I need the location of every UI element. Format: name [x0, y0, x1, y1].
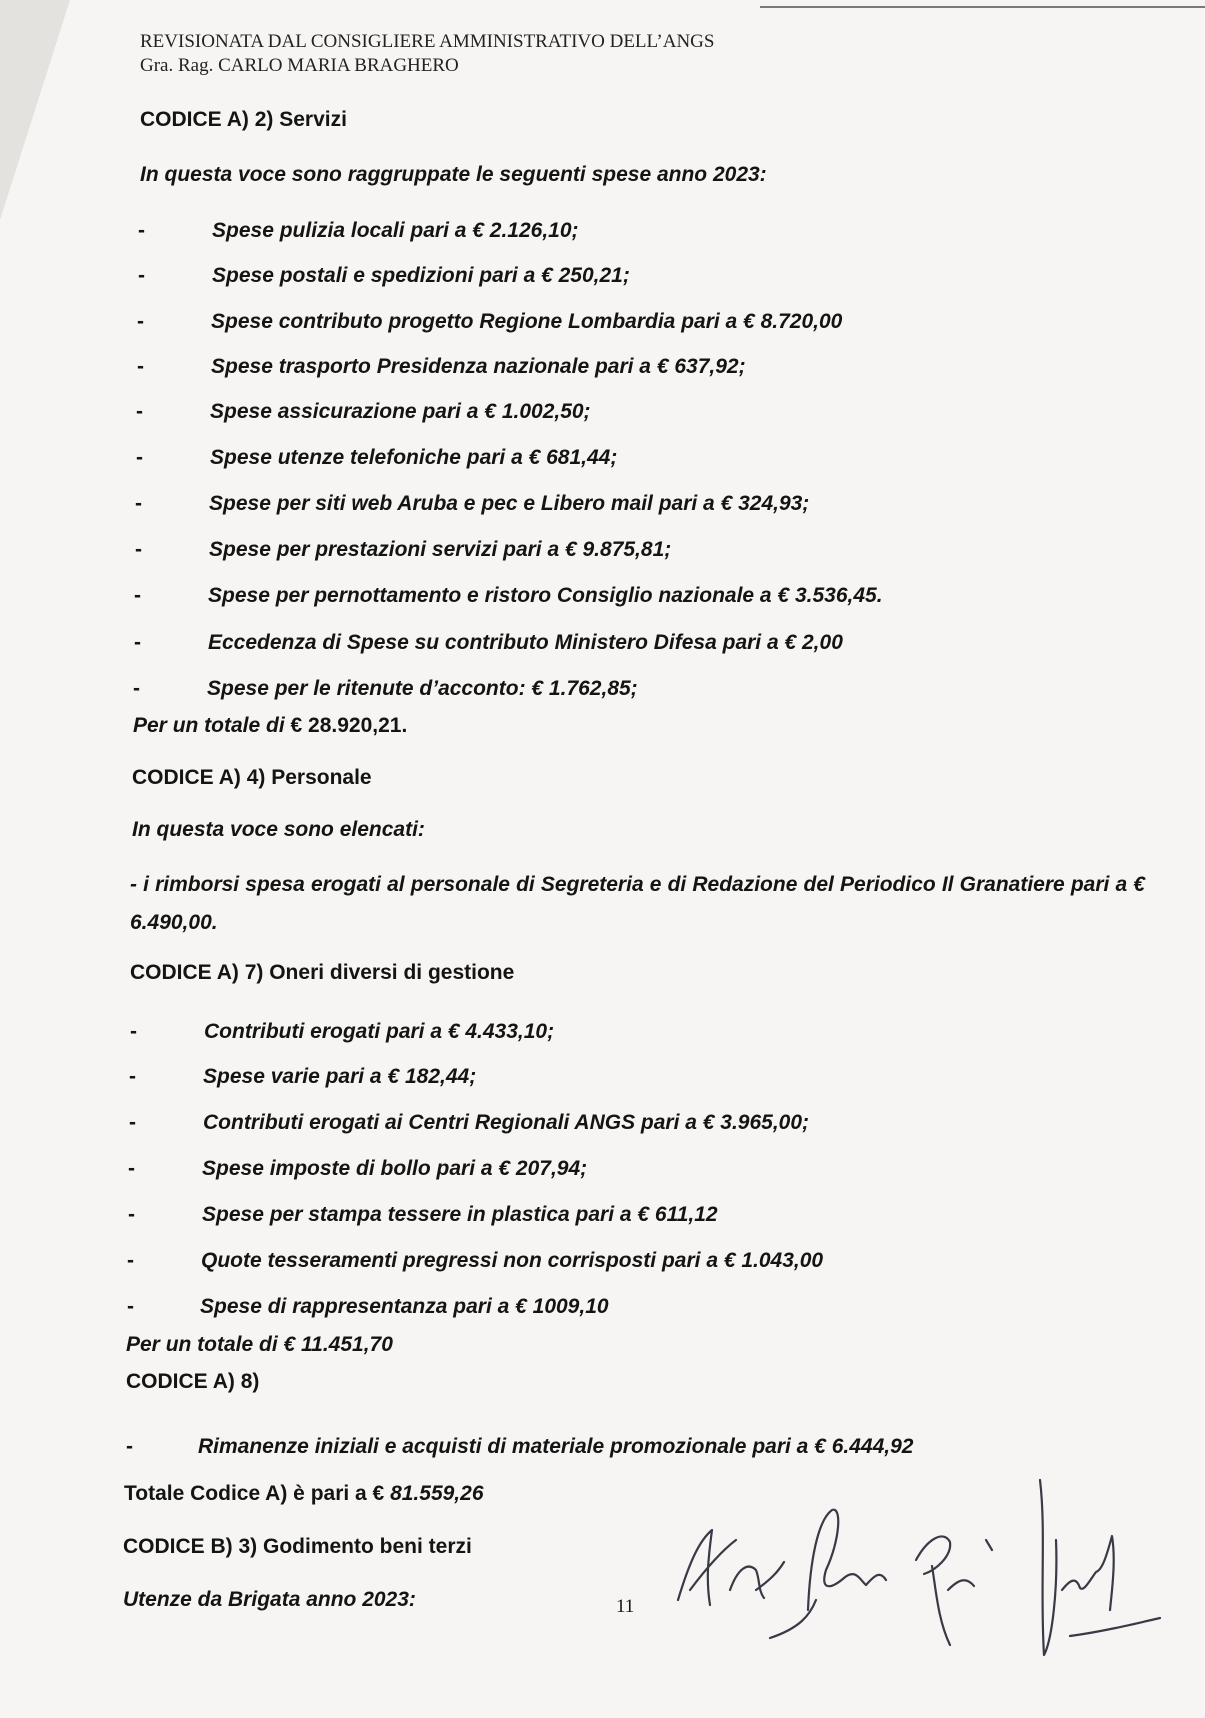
list-dash: - — [128, 1203, 135, 1226]
list-item: Spese per prestazioni servizi pari a € 9.875,81; — [209, 538, 672, 561]
list-item: Spese di rappresentanza pari a € 1009,10 — [200, 1295, 609, 1318]
list-dash: - — [129, 1065, 136, 1088]
list-dash: - — [135, 492, 142, 515]
totale-value: 81.559,26 — [390, 1482, 484, 1505]
list-item: Spese contributo progetto Regione Lombardia pari a € 8.720,00 — [211, 310, 843, 333]
codiceB-heading: CODICE B) 3) Godimento beni terzi — [123, 1535, 472, 1558]
codiceB-intro: Utenze da Brigata anno 2023: — [123, 1588, 416, 1611]
personale-intro: In questa voce sono elencati: — [132, 818, 425, 841]
signature-2 — [770, 1510, 886, 1638]
list-dash: - — [133, 677, 140, 700]
totale-label: Totale Codice A) è pari a € — [124, 1482, 391, 1505]
list-item: Spese postali e spedizioni pari a € 250,21; — [212, 264, 630, 287]
servizi-total-value: € 28.920,21. — [290, 714, 408, 737]
list-dash: - — [137, 310, 144, 333]
codice8-heading: CODICE A) 8) — [126, 1370, 260, 1393]
servizi-total — [133, 714, 407, 738]
list-dash: - — [126, 1435, 133, 1458]
list-dash: - — [137, 355, 144, 378]
page-number: 11 — [616, 1596, 635, 1617]
servizi-heading: CODICE A) 2) Servizi — [140, 108, 347, 131]
list-dash: - — [138, 219, 145, 242]
list-item: Spese imposte di bollo pari a € 207,94; — [202, 1157, 588, 1180]
list-dash: - — [127, 1249, 134, 1272]
list-dash: - — [134, 584, 141, 607]
servizi-intro: In questa voce sono raggruppate le seguenti spese anno 2023: — [140, 163, 767, 186]
personale-text: - i rimborsi spesa erogati al personale di Segreteria e di Redazione del Periodico Il Granatiere pari a € 6.490,00. — [130, 873, 1145, 934]
list-dash: - — [127, 1295, 134, 1318]
list-item: Spese per le ritenute d’acconto: € 1.762,85; — [207, 677, 638, 700]
signatures — [660, 1440, 1180, 1670]
list-item: Spese utenze telefoniche pari a € 681,44; — [210, 446, 618, 469]
list-item: Spese per stampa tessere in plastica pari a € 611,12 — [202, 1203, 718, 1226]
list-dash: - — [130, 1020, 137, 1043]
list-item: Contributi erogati ai Centri Regionali ANGS pari a € 3.965,00; — [203, 1111, 810, 1134]
list-item: Contributi erogati pari a € 4.433,10; — [204, 1020, 555, 1043]
list-dash: - — [129, 1111, 136, 1134]
list-item: Quote tesseramenti pregressi non corrisposti pari a € 1.043,00 — [201, 1249, 824, 1272]
list-item: Spese per pernottamento e ristoro Consiglio nazionale a € 3.536,45. — [208, 584, 883, 607]
list-dash: - — [136, 446, 143, 469]
list-item: Spese varie pari a € 182,44; — [203, 1065, 477, 1088]
list-dash: - — [138, 264, 145, 287]
servizi-total-label: Per un totale di — [133, 714, 291, 737]
signature-3 — [916, 1536, 992, 1645]
header-line-1: REVISIONATA DAL CONSIGLIERE AMMINISTRATIVO DELL’ANGS — [140, 31, 715, 52]
list-item: Spese assicurazione pari a € 1.002,50; — [210, 400, 591, 423]
list-dash: - — [135, 538, 142, 561]
document-header — [140, 30, 714, 78]
personale-heading: CODICE A) 4) Personale — [132, 766, 372, 789]
list-dash: - — [134, 631, 141, 654]
signature-1 — [678, 1530, 784, 1605]
list-item: Spese pulizia locali pari a € 2.126,10; — [212, 219, 579, 242]
list-item: Spese per siti web Aruba e pec e Libero mail pari a € 324,93; — [209, 492, 810, 515]
list-item: Spese trasporto Presidenza nazionale pari a € 637,92; — [211, 355, 746, 378]
list-dash: - — [128, 1157, 135, 1180]
list-dash: - — [136, 400, 143, 423]
header-line-2: Gra. Rag. CARLO MARIA BRAGHERO — [140, 55, 459, 76]
list-item: Eccedenza di Spese su contributo Ministero Difesa pari a € 2,00 — [208, 631, 843, 654]
oneri-heading: CODICE A) 7) Oneri diversi di gestione — [130, 961, 515, 984]
totale-codice-a — [124, 1482, 484, 1506]
oneri-total: Per un totale di € 11.451,70 — [126, 1333, 393, 1356]
codice8-item: Rimanenze iniziali e acquisti di materiale promozionale pari a € 6.444,92 — [198, 1435, 914, 1458]
signature-4 — [1040, 1480, 1160, 1655]
